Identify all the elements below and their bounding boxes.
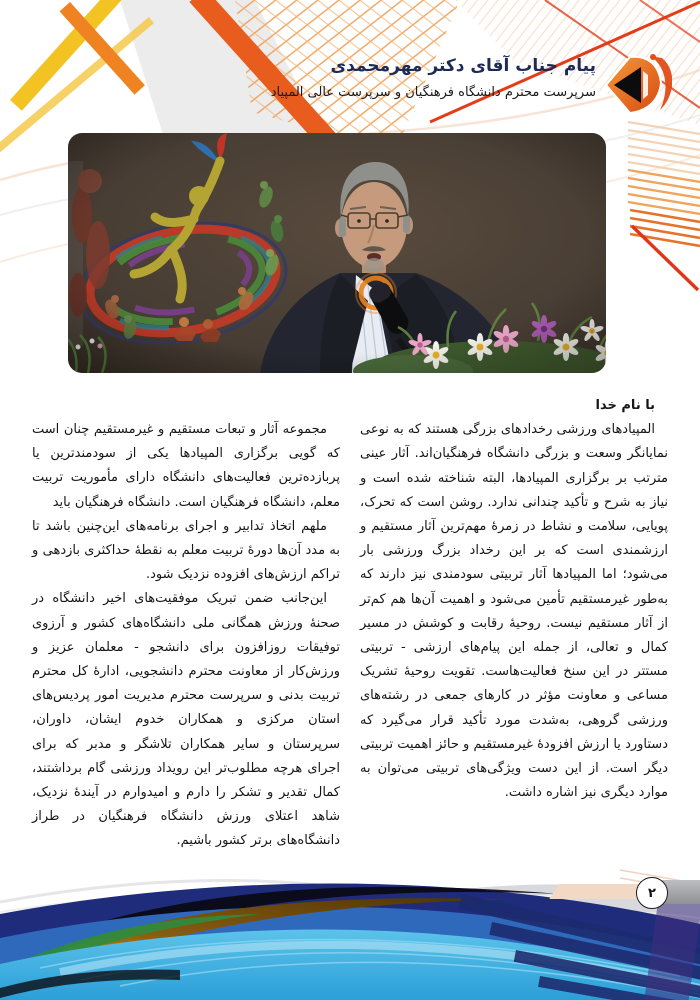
column-right [360, 394, 668, 805]
body-paragraph: این‌جانب ضمن تبریک موفقیت‌های اخیر دانشگاه در صحنهٔ ورزش همگانی ملی دانشگاه‌های کشور و آرزوی توفیقات روزافزون برای دانشجو - معلمان عزیز و ورزش‌کار از معاونت محترم دانشجویی، ادارهٔ کل محترم تربیت بدنی و سرپرست محترم مدیریت امور پردیس‌های استان مرکزی و همکاران خدوم ایشان، داوران، سرپرستان و سایر همکاران تلاشگر و مدبر که برای اجرای هرچه مطلوب‌تر این رویداد ورزشی گام برداشتند، کمال تقدیر و تشکر را دارم و امیدوارم در آیندهٔ نزدیک، شاهد اعتلای ورزش دانشگاه فرهنگیان در طراز دانشگاه‌های برتر کشور باشیم. [32, 591, 340, 849]
page-subtitle: سرپرست محترم دانشگاه فرهنگیان و سرپرست عالی المپیاد [270, 85, 596, 100]
body-paragraph: مجموعه آثار و تبعات مستقیم و غیرمستقیم چنان است که گویی برگزاری المپیادها یکی از سودمندترین یا پربازده‌ترین فعالیت‌های دانشگاه دارای مأموریت تربیت معلم، دانشگاه فرهنگیان است. دانشگاه فرهنگیان باید [32, 422, 340, 510]
bismillah: با نام خدا [595, 398, 655, 413]
side-hatch-graphic [620, 118, 700, 358]
page-number-accent [549, 884, 644, 899]
body-paragraph: ملهم اتخاذ تدابیر و اجرای برنامه‌های این‌چنین باشد تا به مدد آن‌ها دورهٔ تربیت معلم به نقطهٔ حداکثری بازدهی و تراکم ارزش‌های افزوده نزدیک شود. [32, 518, 340, 583]
page-title: پیام جناب آقای دکتر مهرمحمدی [330, 56, 596, 76]
column-left [32, 418, 340, 854]
page-header [266, 56, 596, 100]
body-paragraph: المپیادهای ورزشی رخدادهای بزرگی هستند که به نوعی نمایانگر وسعت و بزرگی دانشگاه فرهنگیان‌اند. آثار عینی مترتب بر برگزاری المپیادها، البته شناخته شده است و نیاز به شرح و تأکید چندانی ندارد. روشن است که تحرک، پویایی، سلامت و نشاط در زمرهٔ مهم‌ترین آثار مستقیم و ارزشمندی است که بر این رخداد بزرگ ورزشی بار می‌شود؛ اما المپیادها آثار تربیتی سودمندی نیز دارند که به‌طور غیرمستقیم تأمین می‌شود و اهمیت آن‌ها هم کم‌تر از آثار مستقیم نیست. روحیهٔ رقابت و کوشش در مسیر کمال و تعالی، از جمله این پیام‌های ارزشی - تربیتی مستتر در این سنخ فعالیت‌هاست. تقویت روحیهٔ تشریک مساعی و معاونت مؤثر در کارهای جمعی در رشته‌های ورزشی گروهی، به‌شدت مورد تأکید قرار می‌گیرد که دستاورد یا ارزش افزودهٔ غیرمستقیم و حائز اهمیت تربیتی دیگر است. از این دست ویژگی‌های تربیتی می‌توان به موارد دیگری نیز اشاره داشت. [360, 422, 668, 801]
header-arrow-icon [600, 48, 672, 124]
page-number: ۲ [636, 877, 668, 909]
speaker-photo [68, 133, 606, 373]
